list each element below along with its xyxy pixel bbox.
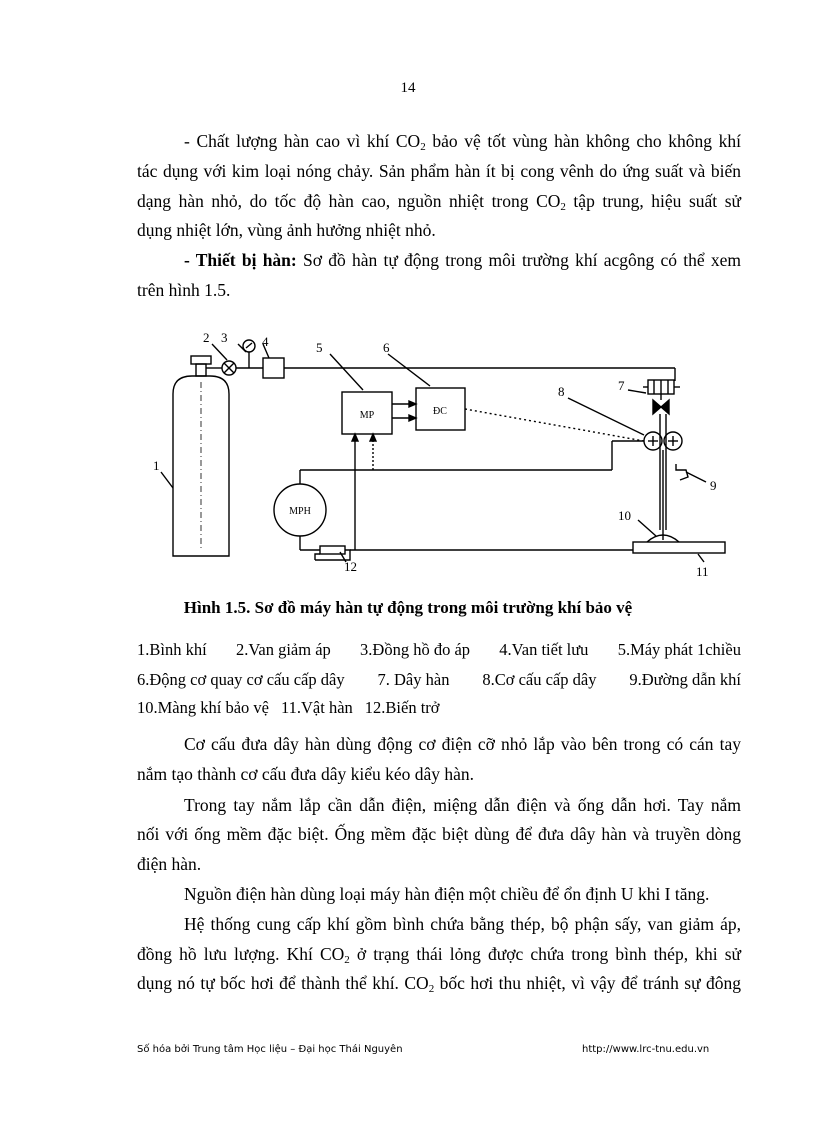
welding-machine-diagram (140, 322, 740, 582)
label-10: 10 (618, 508, 631, 523)
legend-item: 7. Dây hàn (377, 670, 450, 689)
footer-source: Số hóa bởi Trung tâm Học liệu – Đại học Thái Nguyên (137, 1044, 403, 1055)
paragraph-handle-l3: điện hàn. (137, 854, 202, 874)
legend-item: 3.Đồng hồ đo áp (360, 640, 471, 659)
workpiece (633, 542, 725, 553)
label-3: 3 (221, 330, 228, 345)
paragraph-co2-quality-l2: tác dụng với kim loại nóng chảy. Sản phẩm hàn ít bị cong vênh do ứng suất và biến (137, 161, 741, 181)
label-6: 6 (383, 340, 390, 355)
paragraph-co2-quality-l1: - Chất lượng hàn cao vì khí $CO_2$ bảo vệ tốt vùng hàn không cho không khí (184, 131, 741, 153)
dc-label: ĐC (433, 406, 447, 417)
legend-row-3 (137, 698, 741, 718)
label-9: 9 (710, 478, 717, 493)
page-number: 14 (400, 80, 416, 96)
paragraph-gas-supply-l1: Hệ thống cung cấp khí gồm bình chứa bằng thép, bộ phận sấy, van giảm áp, (184, 914, 741, 934)
mp-label: MP (359, 410, 375, 421)
legend-item: 8.Cơ cấu cấp dây (482, 670, 597, 689)
legend-row-1 (137, 640, 741, 660)
footer-url: http://www.lrc-tnu.edu.vn (582, 1044, 710, 1055)
mph-label: MPH (289, 506, 311, 517)
label-1: 1 (153, 458, 160, 473)
label-8: 8 (558, 384, 565, 399)
label-2: 2 (203, 330, 210, 345)
legend-item: 5.Máy phát 1chiều (617, 640, 741, 659)
legend-item: 4.Van tiết lưu (499, 640, 589, 659)
paragraph-gas-supply-l3: dụng nó tự bốc hơi để thành thể khí. $CO_2$ bốc hơi thu nhiệt, vì vậy để tránh sự đông (137, 973, 741, 995)
paragraph-handle-l2: nối với ống mềm đặc biệt. Ống mềm đặc biệt dùng để đưa dây hàn và truyền dòng (137, 824, 741, 844)
legend-item: 10.Màng khí bảo vệ (137, 698, 269, 717)
paragraph-co2-quality-l3: dạng hàn nhỏ, do tốc độ hàn cao, nguồn nhiệt trong $CO_2$ tập trung, hiệu suất sử (137, 191, 741, 213)
figure-caption: Hình 1.5. Sơ đồ máy hàn tự động trong môi trường khí bảo vệ (183, 598, 633, 617)
legend-item: 2.Van giảm áp (235, 640, 331, 659)
flow-valve (263, 358, 284, 378)
paragraph-power-source: Nguồn điện hàn dùng loại máy hàn điện một chiều để ổn định U khi I tăng. (184, 884, 710, 904)
paragraph-co2-quality-l4: dụng nhiệt lớn, vùng ảnh hưởng nhiệt nhỏ. (137, 220, 436, 240)
legend-item: 9.Đường dẫn khí (629, 670, 741, 689)
legend-item: 6.Động cơ quay cơ cấu cấp dây (137, 670, 345, 689)
legend-item: 11.Vật hàn (280, 698, 353, 717)
label-5: 5 (316, 340, 323, 355)
label-7: 7 (618, 378, 625, 393)
paragraph-gas-supply-l2: đồng hồ lưu lượng. Khí $CO_2$ ở trạng thái lỏng được chứa trong bình thép, khi sử (137, 944, 741, 966)
paragraph-handle-l1: Trong tay nắm lắp cần dẫn điện, miệng dẫn điện và ống dẫn hơi. Tay nắm (184, 795, 741, 815)
paragraph-wire-feed-l2: nắm tạo thành cơ cấu đưa dây kiểu kéo dây hàn. (137, 764, 475, 784)
legend-row-2 (137, 670, 741, 690)
paragraph-equipment-l2: trên hình 1.5. (137, 280, 231, 300)
label-4: 4 (262, 334, 269, 349)
label-12: 12 (344, 559, 357, 574)
paragraph-wire-feed-l1: Cơ cấu đưa dây hàn dùng động cơ điện cỡ nhỏ lắp vào bên trong có cán tay (184, 734, 741, 754)
paragraph-equipment-l1: - Thiết bị hàn: Sơ đồ hàn tự động trong môi trường khí acgông có thể xem (184, 250, 742, 270)
legend-item: 12.Biến trở (364, 698, 440, 717)
label-11: 11 (696, 564, 709, 579)
legend-item: 1.Bình khí (137, 640, 207, 659)
